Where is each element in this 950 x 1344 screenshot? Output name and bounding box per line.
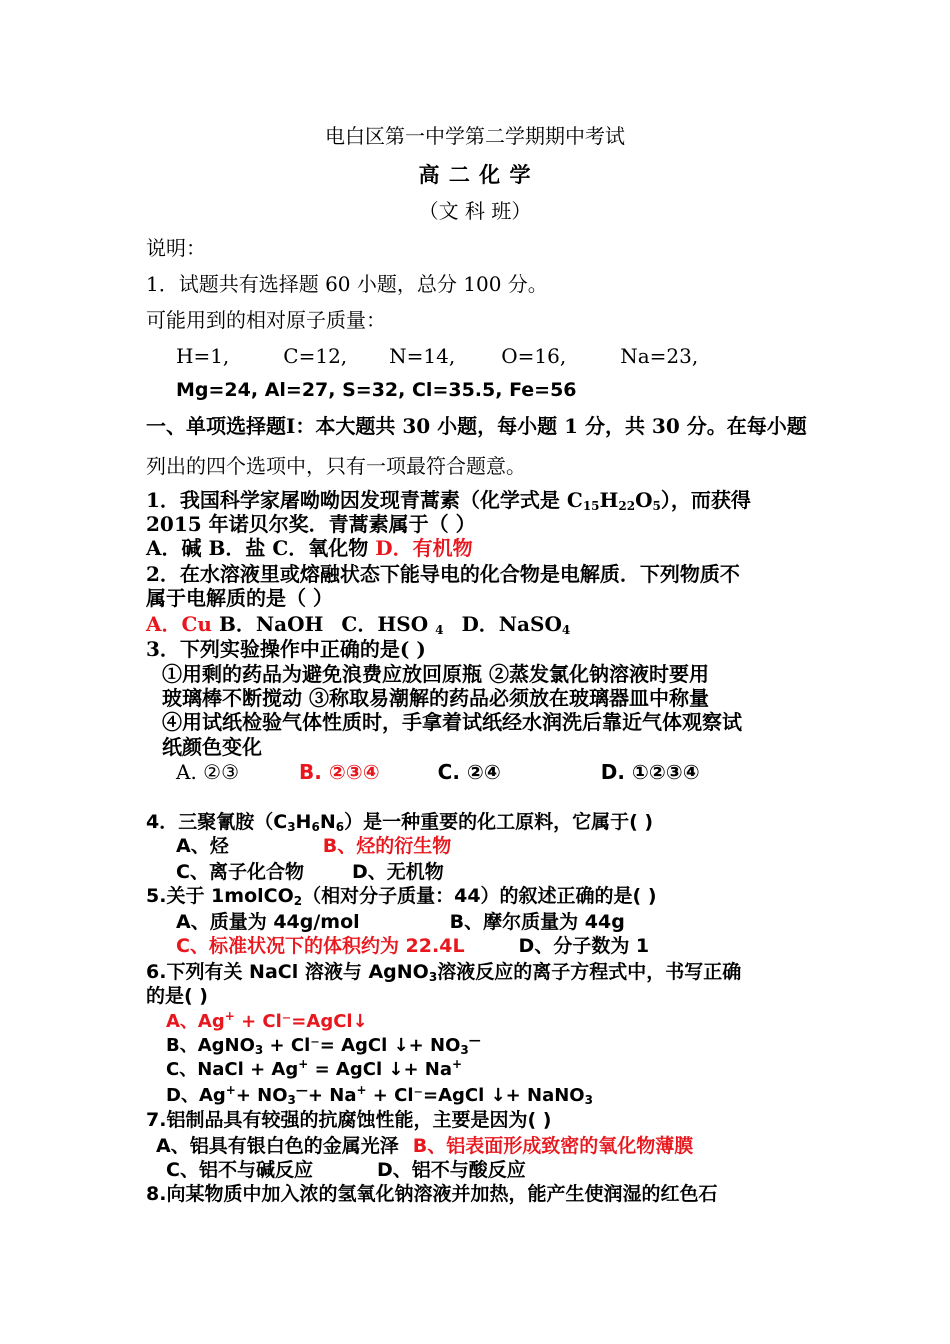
q5-options-row-1 [176,910,625,934]
q7-stem-text: 7.铝制品具有较强的抗腐蚀性能，主要是因为( ) [146,1109,552,1131]
q3-item-line-2-text: 玻璃棒不断搅动 ③称取易潮解的药品必须放在玻璃器皿中称量 [162,686,709,710]
q3-item-line-2 [162,686,709,710]
q3-item-line-4 [162,735,262,759]
q4-option-d: D、无机物 [351,861,444,883]
q1-stem-line-1: 1．我国科学家屠呦呦因发现青蒿素（化学式是 $C_{15}H_{22}O_5$），而获得 [146,488,751,513]
q6-stem-line-2 [146,984,208,1008]
q3-option-a: A. ②③ [176,760,240,784]
subject-title [0,163,950,187]
q6-option-d: D、$Ag^++ NO_3^—+ Na^+$ + Cl⁻=AgCl ↓+ NaNO$_3$ [166,1083,593,1107]
class-label-text: （文 科 班） [418,199,532,223]
q5-stem: 5.关于 1molCO$_2$（相对分子质量：44）的叙述正确的是( ) [146,885,657,908]
q3-item-line-4-text: 纸颜色变化 [162,735,262,759]
q6-option-c: C、NaCl + Ag+ = AgCl ↓+ Na+ [166,1057,463,1080]
q1-options-text: A．碱 B．盐 C．氧化物 [146,536,376,560]
q7-option-c: C、铝不与碱反应 [166,1159,313,1181]
q4-options-row-2 [176,860,444,884]
q4-option-c: C、离子化合物 [176,861,304,883]
mass-o: O=16, [501,344,567,368]
q6-stem-b: 溶液反应的离子方程式中，书写正确 [437,961,742,983]
q4-stem: 4．三聚氰胺$(C_3H_6N_6)$是一种重要的化工原料，它属于( ) [146,811,654,834]
q1-sub-o: 5 [652,499,661,513]
section-heading-line-2 [146,454,526,478]
mass-n: N=14, [389,344,456,368]
section-heading-line-1-text: 一、单项选择题Ⅰ：本大题共 30 小题，每小题 1 分，共 30 分。在每小题 [146,414,807,438]
q3-options [176,760,700,784]
q6-option-c-part-1: C、NaCl + Ag [166,1059,299,1080]
instructions-heading-text: 说明： [146,236,206,260]
q3-stem [146,637,426,661]
atomic-mass-row-1 [176,344,698,368]
atomic-mass-row-2 [176,378,577,402]
class-label [0,199,950,223]
q3-item-line-1 [162,662,709,686]
q2-stem-line-1-text: 2．在水溶液里或熔融状态下能导电的化合物是电解质．下列物质不 [146,562,740,586]
q2-stem-line-2-text: 属于电解质的是（ ） [146,586,333,610]
q8-stem [146,1182,717,1206]
q1-answer: D．有机物 [375,536,473,560]
q2-option-b: B．NaOH [218,612,324,636]
q2-answer: A．Cu [146,612,219,636]
q5-option-a: A、质量为 44g/mol [176,911,360,933]
q4-option-a: A、烃 [176,835,229,857]
instruction-line-1 [146,272,548,296]
school-title-text: 电白区第一中学第二学期期中考试 [325,124,625,148]
subject-title-text: 高 二 化 学 [418,162,532,187]
q6-option-b: B、AgNO$_3$ + Cl⁻= AgCl ↓+ $NO_3^—$ [166,1033,481,1057]
q3-answer: B. ②③④ [299,760,380,784]
q5-stem-b: （相对分子质量：44）的叙述正确的是( ) [302,885,657,907]
q3-item-line-3-text: ④用试纸检验气体性质时，手拿着试纸经水润洗后靠近气体观察试 [162,710,742,734]
mass-h: H=1, [176,344,230,368]
school-title [0,124,950,148]
q3-option-d: D. ①②③④ [600,760,700,784]
atomic-mass-row-2-text: Mg=24, Al=27, S=32, Cl=35.5, Fe=56 [176,379,577,401]
q1-sub-h: 22 [618,499,636,513]
q2-stem-line-1 [146,562,740,586]
q6-option-b-part-2: + Cl⁻= AgCl ↓+ NO [263,1035,461,1056]
q6-answer-part-2: + Cl⁻=AgCl↓ [234,1011,368,1032]
q1-stem-a: 1．我国科学家屠呦呦因发现青蒿素（化学式是 [146,488,567,512]
q5-option-b: B、摩尔质量为 44g [449,911,625,933]
q6-answer-part-1: A、Ag [166,1011,225,1032]
q5-option-d: D、分子数为 1 [518,935,650,957]
q6-option-b-part-1: B、AgNO [166,1035,255,1056]
q7-answer: B、铝表面形成致密的氧化物薄膜 [412,1135,694,1157]
q6-stem-a: 6.下列有关 NaCl 溶液与 AgNO [146,961,429,983]
q7-options-row-1 [156,1134,693,1158]
q2-option-c: C．H [341,612,397,636]
q1-options [146,536,473,560]
instructions-heading [146,236,206,260]
q6-option-d-part-3: + Na [307,1085,357,1106]
instruction-line-1-text: 1．试题共有选择题 60 小题，总分 100 分。 [146,272,548,296]
q2-option-d: D．Na [461,612,531,636]
q4-options-row-1 [176,834,451,858]
q6-stem-line-1: 6.下列有关 NaCl 溶液与 AgNO$_3$溶液反应的离子方程式中，书写正确 [146,961,742,984]
mass-c: C=12, [283,344,348,368]
mass-na: Na=23, [620,344,699,368]
q8-stem-text: 8.向某物质中加入浓的氢氧化钠溶液并加热，能产生使润湿的红色石 [146,1183,718,1205]
q6-option-c-part-2: = AgCl ↓+ Na [308,1059,453,1080]
q1-stem-b: ），而获得 [660,488,751,512]
q3-stem-text: 3．下列实验操作中正确的是( ) [146,637,426,661]
q4-answer: B、烃的衍生物 [322,835,452,857]
q1-stem-line-2-text: 2015 年诺贝尔奖．青蒿素属于（ ） [146,512,476,536]
q6-option-d-part-2: + NO [235,1085,288,1106]
q4-stem-a: 4．三聚氰胺（ [146,811,274,833]
q6-option-d-part-1: D、Ag [166,1085,226,1106]
q1-sub-c: 15 [582,499,600,513]
q5-options-row-2 [176,934,649,958]
section-heading-line-1 [146,414,807,438]
q7-options-row-2 [166,1158,526,1182]
q5-stem-a: 5.关于 1molCO [146,885,294,907]
q7-option-a: A、铝具有银白色的金属光泽 [156,1135,399,1157]
q6-stem-line-2-text: 的是( ) [146,985,208,1007]
q3-item-line-1-text: ①用剩的药品为避免浪费应放回原瓶 ②蒸发氯化钠溶液时要用 [162,662,709,686]
q2-options: A．Cu B．NaOH C．HSO $_4$ D．NaSO$_4$ [146,612,571,637]
q4-stem-b: ）是一种重要的化工原料，它属于( ) [344,811,654,833]
atomic-mass-heading-text: 可能用到的相对原子质量： [146,308,386,332]
section-heading-line-2-text: 列出的四个选项中，只有一项最符合题意。 [146,454,526,478]
q1-stem-line-2 [146,512,476,536]
q2-stem-line-2 [146,586,333,610]
q7-option-d: D、铝不与酸反应 [376,1159,526,1181]
q3-option-c: C. ②④ [437,760,501,784]
q3-item-line-3 [162,710,742,734]
q5-answer: C、标准状况下的体积约为 22.4L [176,935,465,957]
q6-option-d-part-4: + Cl⁻=AgCl ↓+ NaNO [366,1085,585,1106]
q7-stem [146,1108,551,1132]
atomic-mass-heading [146,308,386,332]
q6-answer: A、Ag+ + Cl⁻=AgCl↓ [166,1009,368,1032]
